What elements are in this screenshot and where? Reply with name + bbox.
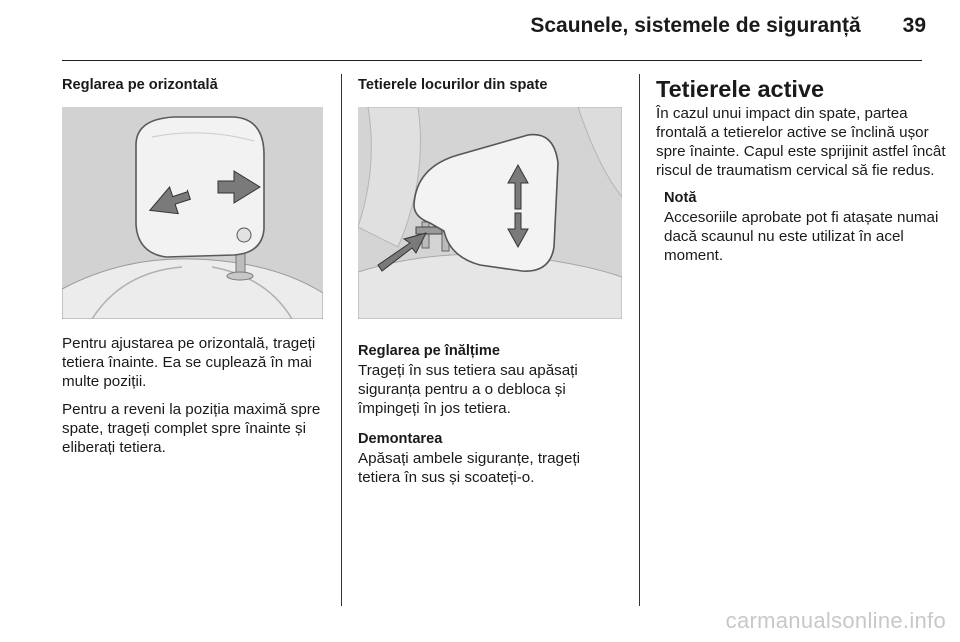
column-rear-headrests: [358, 76, 624, 487]
note-text: Accesoriile aprobate pot fi atașate numai dacă scaunul nu este utilizat în acel moment.: [664, 209, 939, 264]
page-title: Scaunele, sistemele de siguranță: [530, 14, 861, 37]
section-heading: Tetierele locurilor din spate: [358, 77, 548, 93]
watermark: carmanualsonline.info: [725, 608, 946, 633]
paragraph: Apăsați ambele siguranțe, trageți tetiera în sus și scoateți-o.: [358, 450, 581, 486]
column-divider-2: [639, 74, 640, 606]
section-heading: Reglarea pe orizontală: [62, 77, 218, 93]
section-subheading: Demontarea: [358, 431, 443, 447]
page-number: 39: [902, 14, 926, 37]
column-horizontal-adjust: [62, 76, 328, 457]
note-box: [656, 189, 946, 265]
rear-headrest-adjust-illustration: [358, 107, 622, 319]
column-active-headrests: [656, 76, 946, 265]
headrest-horizontal-adjust-illustration: [62, 107, 323, 319]
paragraph: Pentru a reveni la poziția maximă spre spate, trageți complet spre înainte și eliberați tetiera.: [62, 401, 321, 456]
page-header: [530, 14, 926, 38]
paragraph: Trageți în sus tetiera sau apăsați siguranța pentru a o debloca și împingeți în jos tetiera.: [358, 362, 578, 417]
paragraph: În cazul unui impact din spate, partea frontală a tetierelor active se înclină ușor spre înainte. Capul este sprijinit astfel încât riscul de traumatism cervical să fie redus.: [656, 105, 946, 179]
note-label: Notă: [664, 190, 697, 206]
paragraph: Pentru ajustarea pe orizontală, trageți tetiera înainte. Ea se cuplează în mai multe poziții.: [62, 335, 316, 390]
section-subheading: Reglarea pe înălțime: [358, 343, 500, 359]
section-title: Tetierele active: [656, 76, 825, 102]
header-rule: [62, 60, 922, 61]
column-divider-1: [341, 74, 342, 606]
